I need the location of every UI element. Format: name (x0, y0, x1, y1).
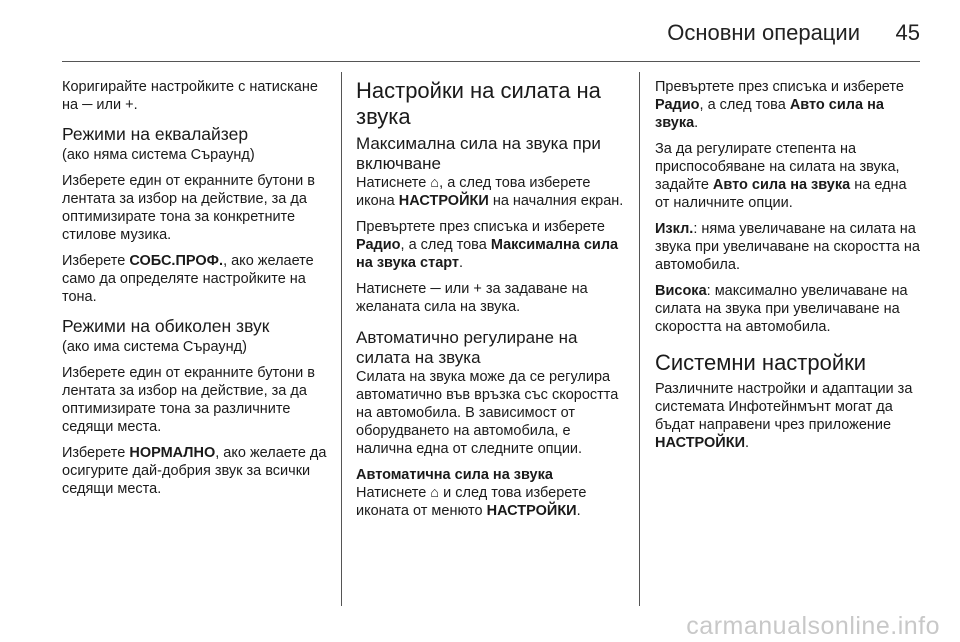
minus-icon: ─ (430, 281, 441, 297)
column-1 (62, 78, 330, 506)
equalizer-heading: Режими на еквалайзер (62, 124, 249, 144)
max-volume-press: Натиснете ─ или + за задаване на желаната сила на звука. (356, 281, 588, 315)
page-header-title: Основни операции (667, 20, 860, 45)
surround-note: (ако има система Съраунд) (62, 339, 247, 355)
plus-icon: + (473, 281, 482, 297)
home-icon: ⌂ (430, 485, 440, 501)
auto-volume-heading: Автоматично регулиране на силата на звука (356, 328, 578, 367)
auto-volume-scroll: Превъртете през списъка и изберете Радио, а след това Авто сила на звука. (655, 79, 904, 131)
page-number: 45 (895, 20, 920, 45)
auto-volume-subheading: Автоматична сила на звука (356, 467, 553, 483)
equalizer-text: Изберете един от екранните бутони в лентата за избор на действие, за да оптимизирате тона за конкретните стилове музика. (62, 173, 315, 243)
max-volume-scroll: Превъртете през списъка и изберете Радио, а след това Максимална сила на звука старт. (356, 219, 619, 271)
equalizer-select: Изберете СОБС.ПРОФ., ако желаете само да определяте настройките на тона. (62, 253, 314, 305)
intro-paragraph: Коригирайте настройките с натискане на ─ или +. (62, 79, 318, 113)
equalizer-note: (ако няма система Съраунд) (62, 147, 255, 163)
option-high: Висока: максимално увеличаване на силата на звука при увеличаване на скоростта на автомобила. (655, 283, 908, 335)
surround-select: Изберете НОРМАЛНО, ако желаете да осигурите дай-добрия звук за всички седящи места. (62, 445, 327, 497)
plus-icon: + (125, 97, 134, 113)
volume-settings-title: Настройки на силата на звука (356, 78, 601, 129)
auto-volume-level: За да регулирате степента на приспособяване на силата на звука, задайте Авто сила на звука на една от наличните опции. (655, 141, 907, 211)
column-3 (655, 78, 920, 460)
system-settings-text: Различните настройки и адаптации за системата Инфотейнмънт могат да бъдат направени чрез приложение НАСТРОЙКИ. (655, 381, 913, 451)
column-divider-2 (639, 72, 640, 606)
column-2 (356, 78, 626, 528)
watermark: carmanualsonline.info (686, 612, 940, 640)
surround-text: Изберете един от екранните бутони в лентата за избор на действие, за да оптимизирате тона за различните седящи места. (62, 365, 315, 435)
system-settings-heading: Системни настройки (655, 350, 867, 375)
header-rule (62, 61, 920, 62)
auto-volume-text: Силата на звука може да се регулира автоматично във връзка със скоростта на автомобила. В зависимост от оборудването на автомобила, е налична една от следните опции. (356, 369, 619, 457)
max-volume-heading: Максимална сила на звука при включване (356, 134, 601, 173)
option-off: Изкл.: няма увеличаване на силата на звука при увеличаване на скоростта на автомобила. (655, 221, 920, 273)
home-icon: ⌂ (430, 175, 440, 191)
max-volume-text: Натиснете ⌂, а след това изберете икона НАСТРОЙКИ на началния екран. (356, 175, 624, 209)
column-divider-1 (341, 72, 342, 606)
auto-volume-instructions: Натиснете ⌂ и след това изберете иконата от менюто НАСТРОЙКИ. (356, 485, 587, 519)
minus-icon: ─ (82, 97, 93, 113)
surround-heading: Режими на обиколен звук (62, 316, 270, 336)
